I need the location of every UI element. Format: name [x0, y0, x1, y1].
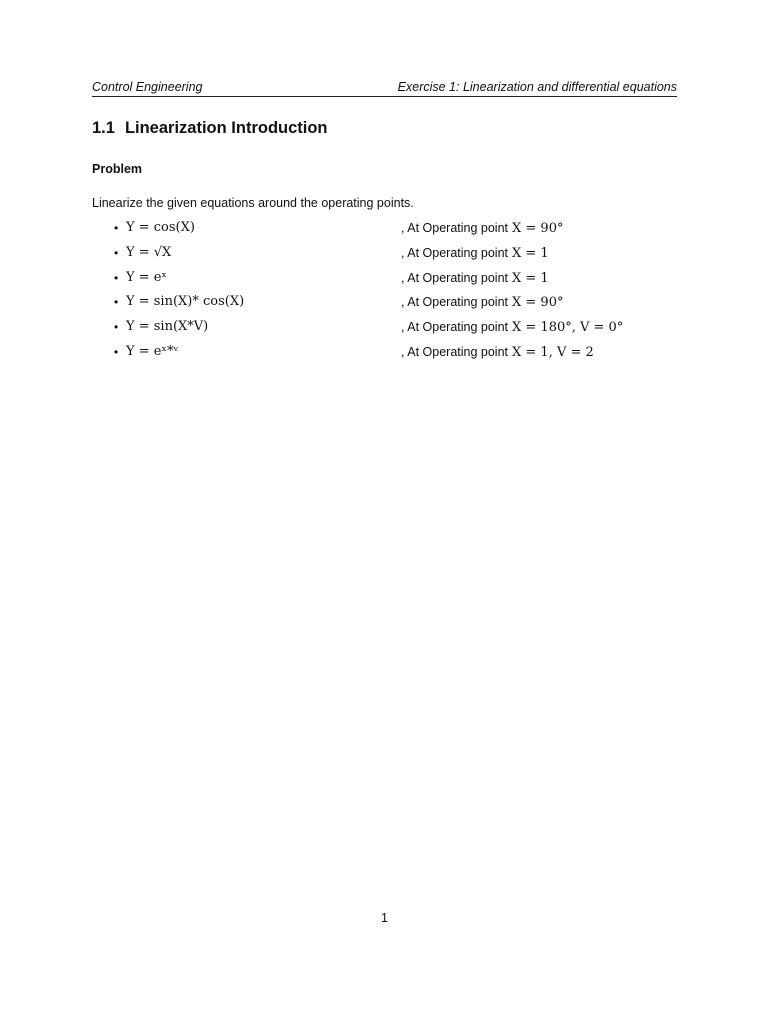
equation-item — [92, 342, 677, 367]
operating-point — [401, 268, 549, 289]
operating-point-value: X = 90° — [512, 295, 564, 311]
equation-list — [92, 218, 677, 367]
operating-point-label: , At Operating point — [401, 320, 509, 335]
equation-item — [92, 268, 677, 293]
operating-point — [401, 292, 563, 313]
bullet: • — [114, 295, 119, 310]
operating-point-label: , At Operating point — [401, 344, 509, 359]
operating-point-value: X = 90° — [512, 221, 564, 236]
operating-point — [401, 317, 623, 338]
equation-item — [92, 218, 677, 243]
bullet: • — [114, 221, 119, 235]
header-course-title: Control Engineering — [92, 80, 203, 94]
operating-point-value: X = 180°, V = 0° — [512, 320, 624, 336]
operating-point-label: , At Operating point — [401, 270, 509, 285]
running-header — [92, 79, 677, 95]
equation-item — [92, 243, 677, 268]
equation: Y = eˣ — [126, 269, 167, 285]
operating-point-value: X = 1, V = 2 — [512, 344, 594, 360]
bullet: • — [114, 270, 119, 285]
section-number: 1.1 — [92, 119, 115, 137]
bullet: • — [114, 344, 119, 359]
section-heading — [92, 118, 328, 138]
operating-point-value: X = 1 — [512, 270, 549, 286]
operating-point — [401, 342, 594, 363]
equation-item — [92, 317, 677, 342]
equation-item — [92, 292, 677, 317]
operating-point-value: X = 1 — [512, 245, 549, 261]
page-number: 1 — [381, 911, 388, 925]
operating-point — [401, 243, 549, 264]
equation: Y = eˣ*ᵛ — [126, 343, 179, 359]
equation: Y = √X — [126, 244, 172, 260]
operating-point-label: , At Operating point — [401, 221, 509, 235]
header-exercise-title: Exercise 1: Linearization and differential equations — [397, 80, 677, 94]
section-title: Linearization Introduction — [124, 119, 328, 137]
problem-statement: Linearize the given equations around the operating points. — [92, 196, 414, 210]
operating-point — [401, 218, 563, 239]
equation: Y = cos(X) — [126, 220, 195, 235]
operating-point-label: , At Operating point — [401, 295, 509, 310]
equation: Y = sin(X*V) — [126, 319, 209, 335]
document-page — [92, 0, 677, 1024]
bullet: • — [114, 320, 119, 335]
header-rule — [92, 96, 677, 97]
bullet: • — [114, 245, 119, 260]
problem-subheading: Problem — [92, 162, 143, 176]
equation: Y = sin(X)* cos(X) — [126, 294, 245, 310]
operating-point-label: , At Operating point — [401, 245, 509, 260]
